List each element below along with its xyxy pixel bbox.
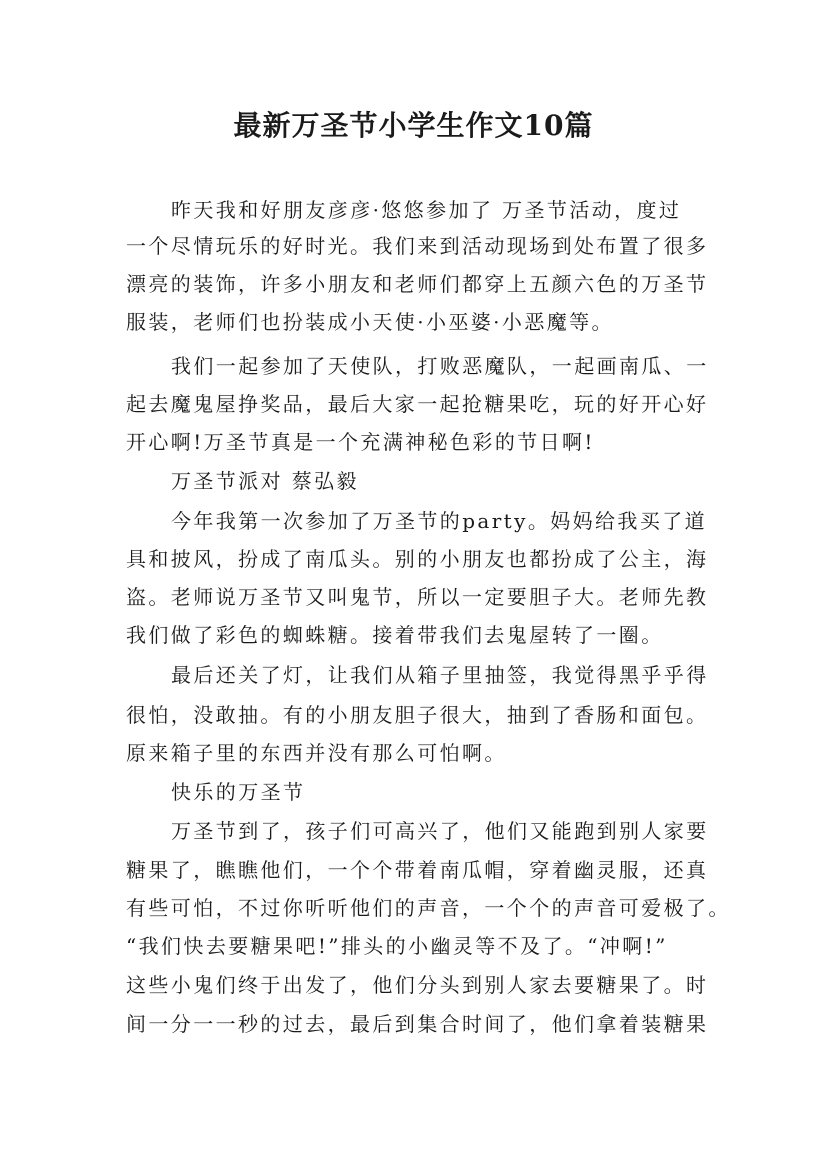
paragraph-line: 服装，老师们也扮装成小天使·小巫婆·小恶魔等。	[126, 310, 614, 334]
paragraph-line: “我们快去要糖果吧!”排头的小幽灵等不及了。“冲啊!”	[126, 934, 668, 958]
paragraph-line: 昨天我和好朋友彦彦·悠悠参加了 万圣节活动，度过	[171, 198, 682, 222]
paragraph-line: 我们做了彩色的蜘蛛糖。接着带我们去鬼屋转了一圈。	[126, 623, 664, 647]
paragraph-line: 糖果了，瞧瞧他们，一个个带着南瓜帽，穿着幽灵服，还真	[126, 858, 709, 882]
paragraph-line: 最后还关了灯，让我们从箱子里抽签，我觉得黑乎乎得	[171, 663, 709, 687]
paragraph-line: 起去魔鬼屋挣奖品，最后大家一起抢糖果吃，玩的好开心好	[126, 392, 709, 416]
paragraph-line: 盗。老师说万圣节又叫鬼节，所以一定要胆子大。老师先教	[126, 585, 709, 609]
paragraph-line: 漂亮的装饰，许多小朋友和老师们都穿上五颜六色的万圣节	[126, 272, 709, 296]
paragraph-line: 具和披风，扮成了南瓜头。别的小朋友也都扮成了公主，海	[126, 547, 709, 571]
paragraph-line: 一个尽情玩乐的好时光。我们来到活动现场到处布置了很多	[126, 234, 709, 258]
paragraph-line: 今年我第一次参加了万圣节的party。妈妈给我买了道	[171, 509, 708, 533]
paragraph-line: 很怕，没敢抽。有的小朋友胆子很大，抽到了香肠和面包。	[126, 703, 709, 727]
document-title: 最新万圣节小学生作文10篇	[233, 109, 594, 142]
section-heading: 快乐的万圣节	[171, 780, 306, 804]
paragraph-line: 开心啊!万圣节真是一个充满神秘色彩的节日啊!	[126, 430, 595, 454]
section-heading: 万圣节派对 蔡弘毅	[171, 469, 359, 493]
paragraph-line: 原来箱子里的东西并没有那么可怕啊。	[126, 741, 507, 765]
paragraph-line: 万圣节到了，孩子们可高兴了，他们又能跑到别人家要	[171, 819, 709, 843]
paragraph-line: 间一分一一秒的过去，最后到集合时间了，他们拿着装糖果	[126, 1012, 709, 1036]
paragraph-line: 这些小鬼们终于出发了，他们分头到别人家去要糖果了。时	[126, 973, 709, 997]
paragraph-line: 我们一起参加了天使队，打败恶魔队，一起画南瓜、一	[171, 354, 709, 378]
paragraph-line: 有些可怕，不过你听听他们的声音，一个个的声音可爱极了。	[126, 896, 731, 920]
